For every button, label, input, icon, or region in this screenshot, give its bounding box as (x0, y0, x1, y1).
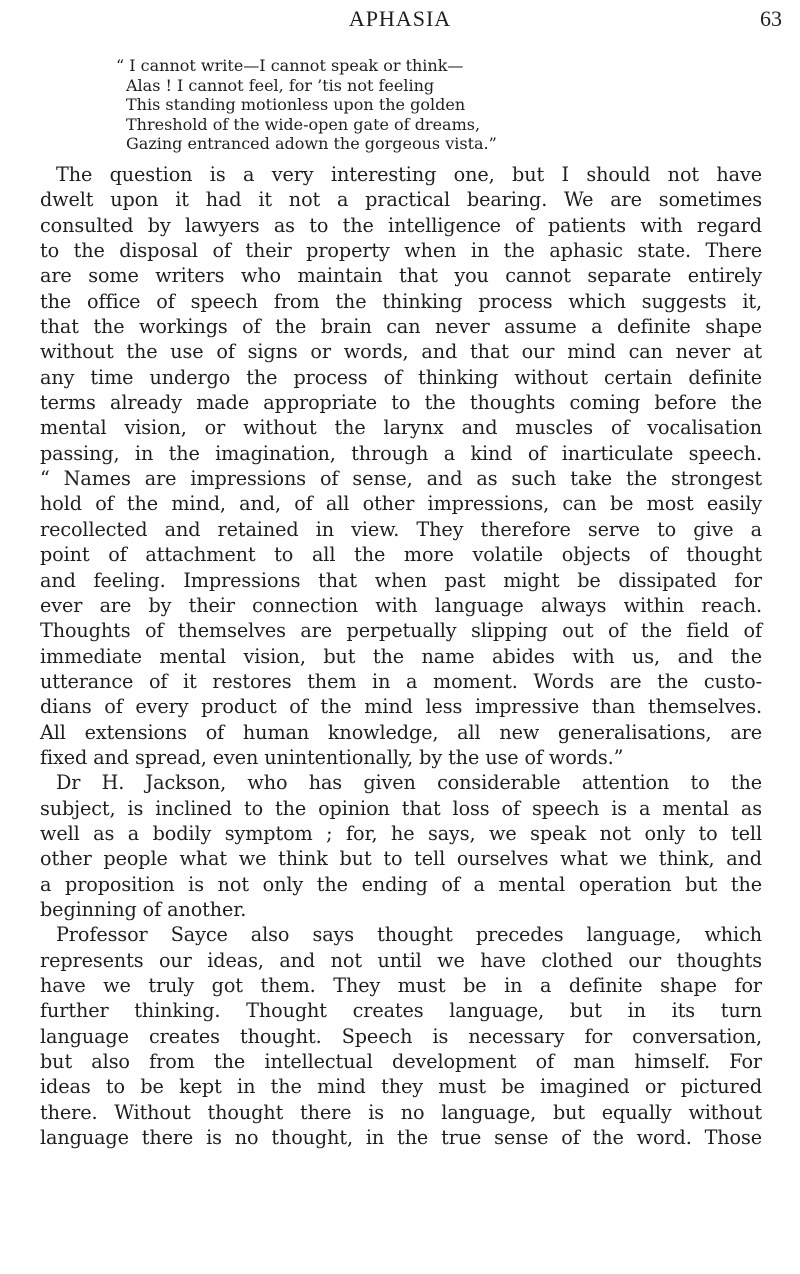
text-line: utterance of it restores them in a moment. Words are the custo- (40, 669, 762, 693)
text-line: language there is no thought, in the true sense of the word. Those (40, 1126, 762, 1150)
text-line: terms already made appropriate to the thoughts coming before the (40, 391, 762, 415)
text-line: dians of every product of the mind less impressive than themselves. (40, 695, 762, 719)
text-line: the office of speech from the thinking process which suggests it, (40, 289, 762, 313)
text-line: The question is a very interesting one, but I should not have (56, 163, 762, 186)
text-line: ever are by their connection with language always within reach. (40, 593, 762, 617)
text-line: are some writers who maintain that you cannot separate entirely (40, 264, 762, 288)
text-line: Dr H. Jackson, who has given considerable attention to the (56, 771, 762, 795)
text-line: immediate mental vision, but the name abides with us, and the (40, 644, 762, 668)
text-line: dwelt upon it had it not a practical bearing. We are sometimes (40, 188, 762, 212)
text-line: consulted by lawyers as to the intelligence of patients with regard (40, 213, 762, 237)
text-line: Thoughts of themselves are perpetually slipping out of the field of (40, 619, 762, 643)
text-line: language creates thought. Speech is necessary for conversation, (40, 1024, 762, 1048)
text-line: hold of the mind, and, of all other impressions, can be most easily (40, 492, 762, 516)
epigraph-line: This standing motionless upon the golden (126, 95, 466, 114)
text-line: recollected and retained in view. They therefore serve to give a (40, 517, 762, 541)
running-head-title: APHASIA (348, 6, 452, 31)
text-line: there. Without thought there is no language, but equally without (40, 1100, 762, 1124)
text-line: and feeling. Impressions that when past might be dissipated for (40, 568, 762, 592)
text-line: that the workings of the brain can never assume a definite shape (40, 315, 762, 339)
text-line: further thinking. Thought creates language, but in its turn (40, 999, 762, 1023)
text-line: a proposition is not only the ending of a mental operation but the (40, 872, 762, 896)
text-line: without the use of signs or words, and that our mind can never at (40, 340, 762, 364)
epigraph-line: Gazing entranced adown the gorgeous vista.” (126, 134, 497, 153)
text-line: well as a bodily symptom ; for, he says, we speak not only to tell (40, 821, 762, 845)
text-line: Professor Sayce also says thought precedes language, which (56, 923, 762, 947)
text-line: “ Names are impressions of sense, and as such take the strongest (40, 467, 762, 491)
running-head (0, 0, 800, 36)
text-line: any time undergo the process of thinking without certain definite (40, 365, 762, 389)
text-line: passing, in the imagination, through a kind of inarticulate speech. (40, 441, 762, 465)
text-line: ideas to be kept in the mind they must be imagined or pictured (40, 1075, 762, 1099)
page-number: 63 (760, 6, 782, 31)
text-line: beginning of another. (40, 897, 247, 921)
text-line: fixed and spread, even unintentionally, by the use of words.” (40, 745, 624, 769)
epigraph-quote (116, 56, 736, 154)
text-line: subject, is inclined to the opinion that loss of speech is a mental as (40, 796, 762, 820)
text-line: have we truly got them. They must be in a definite shape for (40, 974, 762, 997)
epigraph-line: Alas ! I cannot feel, for ’tis not feeling (126, 75, 435, 95)
text-line: other people what we think but to tell ourselves what we think, and (40, 847, 762, 871)
body-text (40, 162, 762, 1150)
epigraph-line: “ I cannot write—I cannot speak or think— (116, 56, 464, 75)
text-line: but also from the intellectual development of man himself. For (40, 1050, 762, 1074)
text-line: All extensions of human knowledge, all new generalisations, are (40, 720, 762, 744)
text-line: mental vision, or without the larynx and muscles of vocalisation (40, 416, 762, 440)
epigraph-line: Threshold of the wide-open gate of dreams, (126, 114, 481, 134)
text-line: to the disposal of their property when in the aphasic state. There (40, 239, 762, 263)
text-line: represents our ideas, and not until we have clothed our thoughts (40, 948, 762, 972)
text-line: point of attachment to all the more volatile objects of thought (40, 543, 762, 567)
